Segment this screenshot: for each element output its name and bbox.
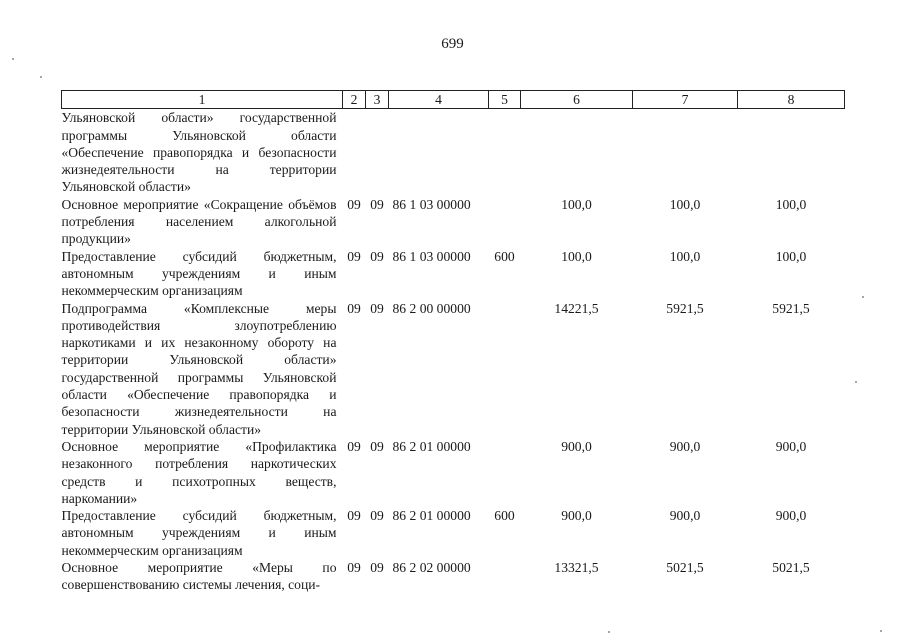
row-target-code: 86 2 00 00000 <box>392 300 471 316</box>
row-amount-year3: 5021,5 <box>772 560 810 576</box>
table-row <box>62 300 845 438</box>
table-row <box>62 438 845 507</box>
column-header-3: 3 <box>366 91 389 109</box>
row-amount-year2: 5921,5 <box>666 300 704 316</box>
row-amount-year3 <box>738 109 845 196</box>
column-header-1: 1 <box>62 91 343 109</box>
row-amount-year3: 900,0 <box>775 508 807 524</box>
column-header-5: 5 <box>489 91 521 109</box>
row-name: Ульяновской области» государственной программы Ульяновской области «Обеспечение правопорядка и безопасности жизнедеятельности на территории Ульяновской области» <box>61 110 337 195</box>
table-row <box>62 507 845 559</box>
row-expense-type: 600 <box>494 508 515 524</box>
row-target-code: 86 2 01 00000 <box>392 438 471 454</box>
row-amount-year2: 100,0 <box>669 196 701 212</box>
table-row <box>62 248 845 300</box>
row-amount-year3: 100,0 <box>775 196 807 212</box>
row-subsection <box>366 109 389 196</box>
row-subsection: 09 <box>370 560 384 576</box>
row-expense-type <box>489 196 521 248</box>
row-amount-year1 <box>521 109 633 196</box>
row-amount-year3: 5921,5 <box>772 300 810 316</box>
column-header-8: 8 <box>738 91 845 109</box>
row-subsection: 09 <box>370 196 384 212</box>
row-amount-year1: 100,0 <box>561 248 592 264</box>
row-subsection: 09 <box>370 508 384 524</box>
row-section: 09 <box>347 438 361 454</box>
column-header-4: 4 <box>389 91 489 109</box>
row-expense-type <box>489 438 521 507</box>
row-name: Предоставление субсидий бюджетным, автономным учреждениям и иным некоммерческим организациям <box>61 248 337 299</box>
row-name: Предоставление субсидий бюджетным, автономным учреждениям и иным некоммерческим организациям <box>61 508 337 558</box>
row-amount-year2: 900,0 <box>669 438 701 454</box>
table-row <box>62 196 845 248</box>
table-row <box>62 109 845 196</box>
row-subsection: 09 <box>370 248 384 264</box>
row-amount-year1: 100,0 <box>561 196 592 212</box>
column-header-2: 2 <box>343 91 366 109</box>
scan-speck <box>855 381 857 383</box>
row-name: Основное мероприятие «Профилактика незаконного потребления наркотических средств и психотропных веществ, наркомании» <box>61 438 337 506</box>
table-body <box>62 109 845 594</box>
column-header-7: 7 <box>633 91 738 109</box>
row-section <box>343 109 366 196</box>
row-section: 09 <box>347 560 361 576</box>
row-name: Основное мероприятие «Меры по совершенствованию системы лечения, соци- <box>61 560 337 593</box>
header-row <box>62 91 845 109</box>
row-amount-year3: 900,0 <box>775 438 807 454</box>
scan-speck <box>880 630 882 632</box>
row-subsection: 09 <box>370 300 384 316</box>
row-section: 09 <box>347 300 361 316</box>
row-expense-type <box>489 109 521 196</box>
scan-speck <box>40 76 42 78</box>
row-amount-year3: 100,0 <box>775 248 807 264</box>
row-target-code <box>389 109 489 196</box>
row-name: Основное мероприятие «Сокращение объёмов потребления населением алкогольной продукции» <box>61 196 337 247</box>
row-expense-type <box>489 300 521 438</box>
row-name: Подпрограмма «Комплексные меры противодействия злоупотреблению наркотиками и их незаконному обороту на территории Ульяновской области» государственной программы Ульяновской области «Обеспечение правопорядка и безопасности жизнедеятельности на территории Ульяновской области» <box>61 300 337 437</box>
row-expense-type: 600 <box>494 248 515 264</box>
column-header-6: 6 <box>521 91 633 109</box>
row-amount-year2: 100,0 <box>669 248 701 264</box>
page-number: 699 <box>441 36 464 52</box>
row-section: 09 <box>347 196 361 212</box>
scan-speck <box>12 58 14 60</box>
row-target-code: 86 1 03 00000 <box>392 248 471 264</box>
scan-speck <box>608 631 610 633</box>
table-row <box>62 559 845 594</box>
row-amount-year1: 900,0 <box>561 438 592 454</box>
row-target-code: 86 1 03 00000 <box>392 196 471 212</box>
row-amount-year2: 900,0 <box>669 508 701 524</box>
row-section: 09 <box>347 248 361 264</box>
row-expense-type <box>489 559 521 594</box>
row-amount-year1: 900,0 <box>561 508 592 524</box>
budget-table <box>61 90 845 594</box>
row-section: 09 <box>347 508 361 524</box>
table-header <box>62 91 845 109</box>
scan-speck <box>862 296 864 298</box>
row-target-code: 86 2 01 00000 <box>392 508 471 524</box>
row-target-code: 86 2 02 00000 <box>392 560 471 576</box>
row-amount-year1: 14221,5 <box>554 300 599 316</box>
row-amount-year2 <box>633 109 738 196</box>
row-amount-year2: 5021,5 <box>666 560 704 576</box>
row-amount-year1: 13321,5 <box>554 560 599 576</box>
row-subsection: 09 <box>370 438 384 454</box>
